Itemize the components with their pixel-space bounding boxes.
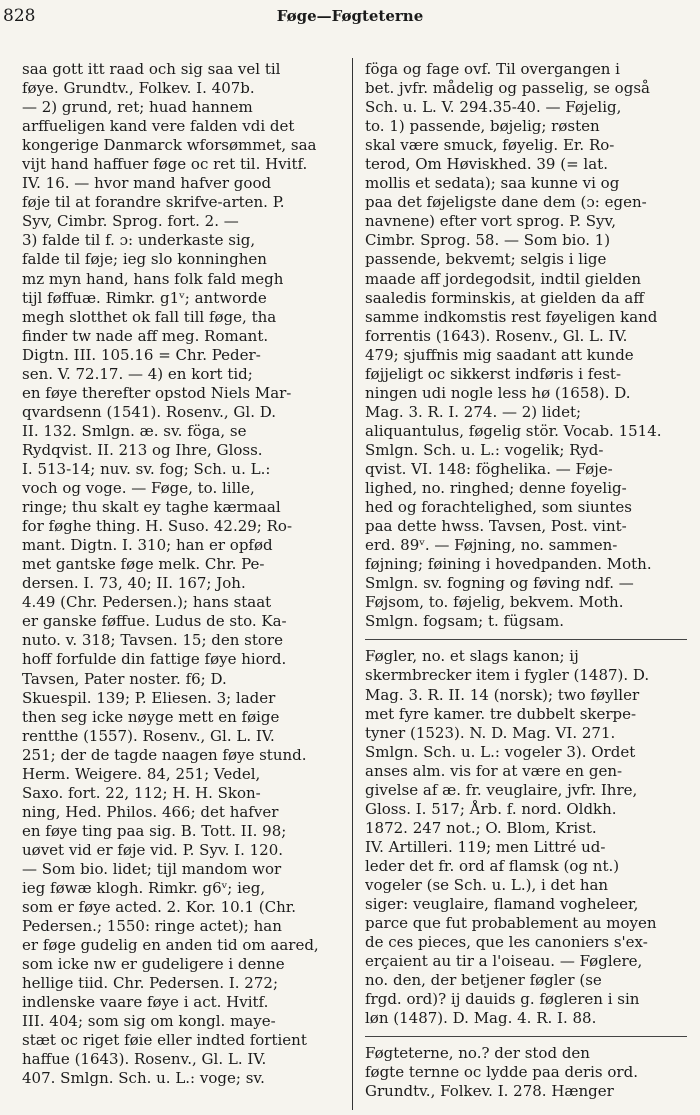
- text-line: samme indkomstis rest føyeligen kand: [365, 307, 658, 326]
- text-line: 4.49 (Chr. Pedersen.); hans staat: [22, 593, 272, 612]
- text-line: voch og voge. — Føge, to. lille,: [22, 479, 255, 498]
- entry-separator: [365, 639, 687, 640]
- text-line: qvist. VI. 148: föghelika. — Føje-: [365, 459, 613, 478]
- text-line: Føgteterne, no.? der stod den: [365, 1044, 590, 1063]
- text-line: qvardsenn (1541). Rosenv., Gl. D.: [22, 402, 277, 421]
- text-line: Cimbr. Sprog. 58. — Som bio. 1): [365, 231, 611, 250]
- text-line: vogeler (se Sch. u. L.), i det han: [365, 875, 609, 894]
- text-line: skal være smuck, føyelig. Er. Ro-: [365, 136, 615, 155]
- text-line: hed og forachtelighed, som siuntes: [365, 498, 632, 517]
- text-line: — Som bio. lidet; tijl mandom wor: [22, 859, 282, 878]
- text-line: IV. 16. — hvor mand hafver good: [22, 174, 272, 193]
- text-line: saaledis forminskis, at gielden da aff: [365, 288, 645, 307]
- text-line: Digtn. III. 105.16 = Chr. Peder-: [22, 345, 261, 364]
- text-line: indlenske vaare føye i act. Hvitf.: [22, 993, 269, 1012]
- text-line: passende, bekvemt; selgis i lige: [365, 250, 607, 269]
- text-line: sen. V. 72.17. — 4) en kort tid;: [22, 364, 253, 383]
- text-line: anses alm. vis for at være en gen-: [365, 761, 623, 780]
- text-line: leder det fr. ord af flamsk (og nt.): [365, 856, 620, 875]
- text-line: met fyre kamer. tre dubbelt skerpe-: [365, 704, 637, 723]
- text-line: hoff forfulde din fattige føye hiord.: [22, 650, 287, 669]
- text-line: vijt hand haffuer føge oc ret til. Hvitf.: [22, 155, 308, 174]
- text-line: nuto. v. 318; Tavsen. 15; den store: [22, 631, 283, 650]
- text-line: for føghe thing. H. Suso. 42.29; Ro-: [22, 517, 293, 536]
- text-line: Saxo. fort. 22, 112; H. H. Skon-: [22, 783, 261, 802]
- text-line: føje til at forandre skrifve-arten. P.: [22, 193, 285, 212]
- text-line: mant. Digtn. I. 310; han er opfød: [22, 536, 273, 555]
- text-line: Gloss. I. 517; Årb. f. nord. Oldkh.: [365, 799, 617, 818]
- text-line: Skuespil. 139; P. Eliesen. 3; lader: [22, 688, 276, 707]
- text-line: megh slotthet ok fall till føge, tha: [22, 307, 277, 326]
- text-line: er ganske føffue. Ludus de sto. Ka-: [22, 612, 287, 631]
- text-line: hellige tiid. Chr. Pedersen. I. 272;: [22, 974, 278, 993]
- text-line: mz myn hand, hans folk fald megh: [22, 269, 284, 288]
- running-head: Føge—Føgteterne: [276, 7, 424, 25]
- text-line: Rydqvist. II. 213 og Ihre, Gloss.: [22, 440, 263, 459]
- text-line: Føjsom, to. føjelig, bekvem. Moth.: [365, 593, 624, 612]
- page-header: [0, 6, 700, 30]
- text-line: en føye therefter opstod Niels Mar-: [22, 383, 292, 402]
- text-line: arffueligen kand vere falden vdi det: [22, 117, 295, 136]
- text-line: 479; sjuffnis mig saadant att kunde: [365, 345, 634, 364]
- text-line: met gantske føge melk. Chr. Pe-: [22, 555, 265, 574]
- text-line: IV. Artilleri. 119; men Littré ud-: [365, 837, 606, 856]
- text-line: skermbrecker item i fygler (1487). D.: [365, 666, 650, 685]
- text-line: no. den, der betjener føgler (se: [365, 971, 602, 990]
- text-line: rentthe (1557). Rosenv., Gl. L. IV.: [22, 726, 275, 745]
- text-line: — 2) grund, ret; huad hannem: [22, 98, 253, 117]
- text-line: de ces pieces, que les canoniers s'ex-: [365, 933, 648, 952]
- text-line: aliquantulus, føgelig stör. Vocab. 1514.: [365, 421, 662, 440]
- text-line: Syv, Cimbr. Sprog. fort. 2. —: [22, 212, 239, 231]
- text-line: navnene) efter vort sprog. P. Syv,: [365, 212, 616, 231]
- text-line: Føgler, no. et slags kanon; ij: [365, 647, 579, 666]
- text-line: som icke nw er gudeligere i denne: [22, 955, 285, 974]
- text-line: er føge gudelig en anden tid om aared,: [22, 936, 319, 955]
- text-line: føye. Grundtv., Folkev. I. 407b.: [22, 79, 255, 98]
- text-line: 1872. 247 not.; O. Blom, Krist.: [365, 818, 597, 837]
- text-line: parce que fut probablement au moyen: [365, 914, 657, 933]
- text-line: stæt oc riget føie eller indted fortient: [22, 1031, 307, 1050]
- text-line: 251; der de tagde naagen føye stund.: [22, 745, 307, 764]
- text-line: to. 1) passende, bøjelig; røsten: [365, 117, 600, 136]
- text-line: lighed, no. ringhed; denne foyelig-: [365, 479, 627, 498]
- text-line: kongerige Danmarck wforsømmet, saa: [22, 136, 317, 155]
- text-line: Grundtv., Folkev. I. 278. Hænger: [365, 1082, 614, 1101]
- text-line: ringe; thu skalt ey taghe kærmaal: [22, 498, 281, 517]
- text-line: maade aff jordegodsit, indtil gielden: [365, 269, 642, 288]
- text-line: Smlgn. Sch. u. L.: vogeler 3). Ordet: [365, 742, 636, 761]
- text-line: føjning; føining i hovedpanden. Moth.: [365, 555, 652, 574]
- text-line: terod, Om Høviskhed. 39 (= lat.: [365, 155, 608, 174]
- text-line: Smlgn. fogsam; t. fügsam.: [365, 612, 564, 631]
- text-line: paa det føjeligste dane dem (ɔ: egen-: [365, 193, 647, 212]
- text-line: ning, Hed. Philos. 466; det hafver: [22, 802, 279, 821]
- text-line: forrentis (1643). Rosenv., Gl. L. IV.: [365, 326, 628, 345]
- text-line: siger: veuglaire, flamand vogheleer,: [365, 895, 639, 914]
- text-line: falde til føje; ieg slo konninghen: [22, 250, 267, 269]
- text-line: føgte ternne oc lydde paa deris ord.: [365, 1063, 638, 1082]
- text-line: uøvet vid er føje vid. P. Syv. I. 120.: [22, 840, 284, 859]
- text-line: Herm. Weigere. 84, 251; Vedel,: [22, 764, 261, 783]
- text-line: erçaient au tir a l'oiseau. — Føglere,: [365, 952, 643, 971]
- left-column: [22, 60, 340, 1110]
- text-line: finder tw nade aff meg. Romant.: [22, 326, 269, 345]
- entry-separator: [365, 1036, 687, 1037]
- text-line: givelse af æ. fr. veuglaire, jvfr. Ihre,: [365, 780, 638, 799]
- text-line: bet. jvfr. mådelig og passelig, se også: [365, 79, 650, 98]
- text-line: III. 404; som sig om kongl. maye-: [22, 1012, 276, 1031]
- text-line: løn (1487). D. Mag. 4. R. I. 88.: [365, 1009, 597, 1028]
- page-number: 828: [3, 6, 36, 26]
- text-line: Tavsen, Pater noster. f6; D.: [22, 669, 227, 688]
- text-line: ningen udi nogle less hø (1658). D.: [365, 383, 631, 402]
- text-line: I. 513-14; nuv. sv. fog; Sch. u. L.:: [22, 459, 271, 478]
- text-line: ieg føwæ klogh. Rimkr. g6ᵛ; ieg,: [22, 879, 266, 898]
- text-line: 3) falde til f. ɔ: underkaste sig,: [22, 231, 256, 250]
- text-line: then seg icke nøyge mett en føige: [22, 707, 280, 726]
- text-line: føjjeligt oc sikkerst indføris i fest-: [365, 364, 622, 383]
- right-column: [365, 60, 695, 1110]
- text-line: en føye ting paa sig. B. Tott. II. 98;: [22, 821, 287, 840]
- text-line: mollis et sedata); saa kunne vi og: [365, 174, 620, 193]
- text-line: som er føye acted. 2. Kor. 10.1 (Chr.: [22, 898, 297, 917]
- text-line: II. 132. Smlgn. æ. sv. föga, se: [22, 421, 247, 440]
- text-line: tyner (1523). N. D. Mag. VI. 271.: [365, 723, 616, 742]
- text-line: saa gott itt raad och sig saa vel til: [22, 60, 281, 78]
- column-divider: [352, 58, 353, 1110]
- text-line: Mag. 3. R. I. 274. — 2) lidet;: [365, 402, 582, 421]
- text-line: Sch. u. L. V. 294.35-40. — Føjelig,: [365, 98, 622, 117]
- text-line: 407. Smlgn. Sch. u. L.: voge; sv.: [22, 1069, 265, 1088]
- text-line: tijl føffuæ. Rimkr. g1ᵛ; antworde: [22, 288, 267, 307]
- text-line: haffue (1643). Rosenv., Gl. L. IV.: [22, 1050, 267, 1069]
- text-line: Mag. 3. R. II. 14 (norsk); two føyller: [365, 685, 640, 704]
- text-line: Smlgn. sv. fogning og føving ndf. —: [365, 574, 634, 593]
- text-line: frgd. ord)? ij dauids g. føgleren i sin: [365, 990, 640, 1009]
- text-line: dersen. I. 73, 40; II. 167; Joh.: [22, 574, 246, 593]
- text-line: paa dette hwss. Tavsen, Post. vint-: [365, 517, 627, 536]
- text-line: erd. 89ᵛ. — Føjning, no. sammen-: [365, 536, 618, 555]
- text-line: Pedersen.; 1550: ringe actet); han: [22, 917, 282, 936]
- text-line: Smlgn. Sch. u. L.: vogelik; Ryd-: [365, 440, 604, 459]
- text-line: föga og fage ovf. Til overgangen i: [365, 60, 620, 78]
